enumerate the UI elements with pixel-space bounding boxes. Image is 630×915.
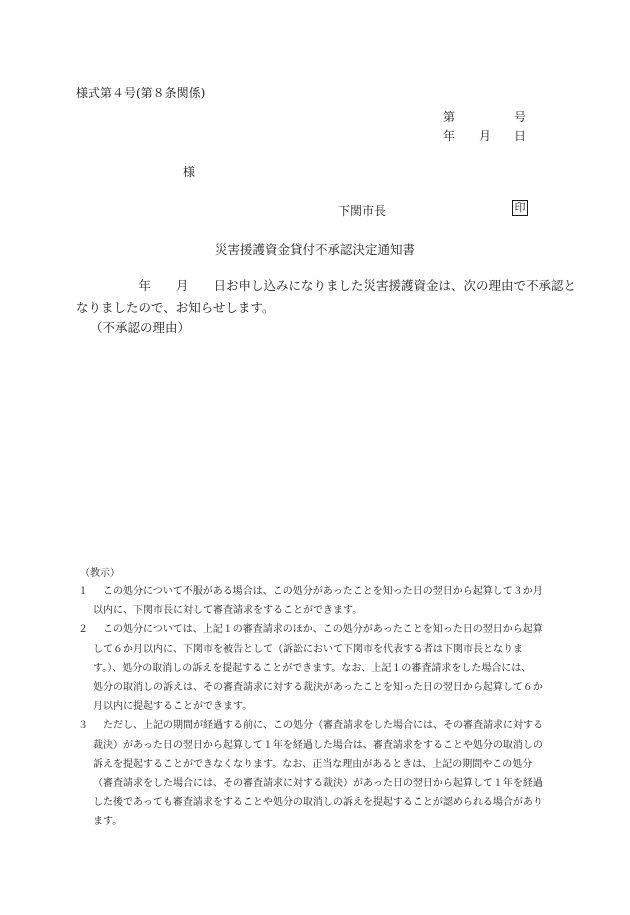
notice-heading: （教示） [80,568,120,579]
form-number-label: 様式第４号(第８条関係) [76,86,206,100]
notice-item [76,620,556,716]
date-day: 日 [514,129,527,143]
document-title: 災害援護資金貸付不承認決定通知書 [214,242,415,257]
addressee-honorific: 様 [183,165,196,179]
notice-line: す。）、処分の取消しの訴えを提起することができます。なお、上記１の審査請求をした場合には、 [93,662,532,674]
notice-item-number: １ [78,586,88,597]
notice-item-number: ３ [78,720,88,732]
body-line: 年 月 日お申し込みになりました災害援護資金は、次の理由で不承認と [76,278,577,293]
number-suffix: 号 [514,110,527,124]
notice-line: した後であっても審査請求をすることや処分の取消しの訴えを提起することが認められる場合があり [93,797,543,809]
rejection-reason-label: （不承認の理由） [90,320,191,335]
notice-line: 訴えを提起することができなくなります。なお、正当な理由があるときは、上記の期間やこの処分 [93,758,533,770]
notice-line: ただし、上記の期間が経過する前に、この処分（審査請求をした場合には、その審査請求に対する [93,720,543,732]
notice-item [76,716,556,831]
number-prefix: 第 [443,110,456,124]
notice-line: 処分の取消しの訴えは、その審査請求に対する裁決があったことを知った日の翌日から起算して６か [93,682,543,694]
notice-line: ます。 [93,816,123,828]
body-text [76,275,577,319]
notice-line: 以内に、下関市長に対して審査請求をすることができます。 [93,605,363,617]
notice-line: 裁決）があった日の翌日から起算して１年を経過した場合は、審査請求をすることや処分の取消しの [93,739,543,751]
notice-line: （審査請求をした場合には、その審査請求に対する裁決）があった日の翌日から起算して１年を経過 [93,778,543,790]
notice-section [76,582,556,832]
notice-item [76,582,556,620]
issuer-name: 下関市長 [338,204,387,218]
date-month: 月 [479,129,492,143]
date-year: 年 [443,129,456,143]
notice-line: して６か月以内に、下関市を被告として（訴訟において下関市を代表する者は下関市長となりま [93,643,523,655]
notice-line: 月以内に提起することができます。 [93,701,253,713]
notice-line: この処分については、上記１の審査請求のほか、この処分があったことを知った日の翌日から起算 [93,624,543,636]
seal-mark: 印 [512,200,528,216]
body-line: なりましたので、お知らせします。 [76,300,275,315]
notice-item-number: ２ [78,624,88,636]
notice-line: この処分について不服がある場合は、この処分があったことを知った日の翌日から起算して３か月 [93,586,543,597]
